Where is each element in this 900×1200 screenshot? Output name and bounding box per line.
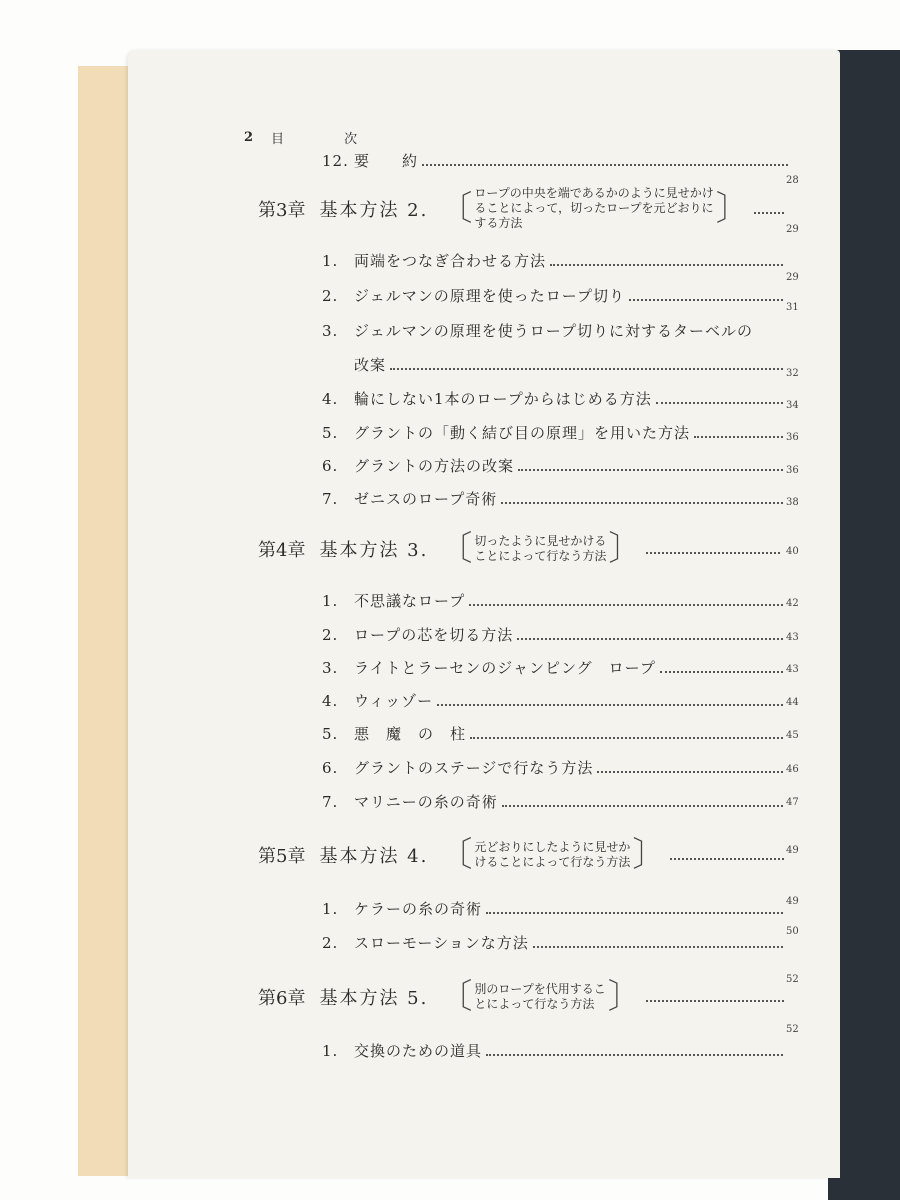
entry-title: 要 約 — [354, 152, 419, 170]
entry-number: 7. — [322, 792, 339, 811]
note-line: ることによって，切ったロープを元どおりに — [474, 201, 714, 215]
leader-dots — [694, 436, 783, 438]
entry-number: 3. — [322, 658, 339, 677]
toc-entry — [322, 285, 787, 306]
header-char-1: 目 — [271, 132, 285, 147]
leader-dots — [486, 912, 783, 914]
leader-dots — [486, 1054, 783, 1056]
entry-title: 両端をつなぎ合わせる方法 — [354, 252, 547, 270]
entry-title: ライトとラーセンのジャンピング ロープ — [354, 659, 656, 677]
entry-number: 2. — [322, 933, 339, 952]
toc-entry — [322, 791, 787, 812]
chapter-note: 〔 元どおりにしたように見せか けることによって行なう方法 〕 — [438, 835, 667, 875]
entry-number: 1. — [322, 251, 339, 270]
note-line: とによって行なう方法 — [474, 997, 595, 1011]
entry-page: 44 — [786, 697, 799, 708]
entry-title: 交換のための道具 — [354, 1042, 483, 1060]
entry-title: グラントのステージで行なう方法 — [354, 759, 594, 777]
entry-number: 5. — [322, 423, 339, 442]
entry-number: 1. — [322, 899, 339, 918]
leader-dots — [656, 402, 783, 404]
toc-entry — [322, 250, 787, 271]
note-line: 切ったように見せかける — [474, 534, 607, 548]
entry-number: 2. — [322, 286, 339, 305]
toc-entry — [322, 422, 787, 443]
note-line: けることによって行なう方法 — [474, 855, 631, 869]
leader-dots — [470, 737, 783, 739]
toc-entry — [322, 757, 787, 778]
chapter-page: 40 — [786, 546, 799, 557]
entry-page: 38 — [786, 497, 799, 508]
entry-number: 12. — [322, 151, 349, 170]
leader-dots — [660, 671, 783, 673]
leader-dots — [422, 164, 788, 166]
toc-entry — [322, 898, 787, 919]
leader-dots — [754, 212, 784, 214]
leader-dots — [597, 771, 783, 773]
chapter-label: 第5章 — [258, 846, 306, 867]
leader-dots — [517, 638, 783, 640]
note-line: 別のロープを代用するこ — [474, 982, 606, 996]
entry-page: 46 — [786, 764, 799, 775]
entry-page: 43 — [786, 632, 799, 643]
chapter-label: 第6章 — [258, 988, 306, 1009]
entry-number: 3. — [322, 321, 339, 340]
entry-number: 6. — [322, 456, 339, 475]
entry-title: 不思議なロープ — [354, 592, 466, 610]
leader-dots — [390, 368, 783, 370]
header-char-2: 次 — [344, 132, 358, 147]
entry-title: 悪 魔 の 柱 — [354, 725, 467, 743]
entry-number: 7. — [322, 489, 339, 508]
entry-title: 輪にしない1本のロープからはじめる方法 — [354, 390, 652, 408]
leader-dots — [629, 299, 783, 301]
entry-page: 28 — [786, 175, 799, 186]
toc-entry — [322, 624, 787, 645]
toc-entry — [322, 388, 787, 409]
entry-page: 43 — [786, 664, 799, 675]
note-line: 元どおりにしたように見せか — [474, 840, 631, 854]
leader-dots — [502, 805, 783, 807]
toc-entry — [322, 150, 792, 171]
entry-page: 29 — [786, 272, 799, 283]
running-header — [244, 128, 357, 147]
chapter-title: 基本方法 3. — [319, 540, 429, 561]
entry-title: ゼニスのロープ奇術 — [354, 490, 498, 508]
entry-title: ジェルマンの原理を使うロープ切りに対するターベルの — [354, 322, 753, 340]
entry-page: 34 — [786, 400, 799, 411]
entry-title: ジェルマンの原理を使ったロープ切り — [354, 287, 625, 305]
chapter-title: 基本方法 4. — [319, 846, 429, 867]
toc-entry — [322, 455, 787, 476]
leader-dots — [533, 946, 783, 948]
toc-entry — [322, 657, 787, 678]
leader-dots — [518, 469, 783, 471]
entry-title: グラントの方法の改案 — [354, 457, 515, 475]
toc-entry — [322, 690, 787, 711]
entry-number: 5. — [322, 724, 339, 743]
entry-page: 31 — [786, 302, 799, 313]
entry-page: 49 — [786, 896, 799, 907]
entry-page: 32 — [786, 368, 799, 379]
entry-title: ケラーの糸の奇術 — [354, 900, 483, 918]
chapter-label: 第3章 — [258, 199, 306, 221]
entry-number: 1. — [322, 591, 339, 610]
chapter-page: 29 — [786, 224, 799, 235]
leader-dots — [646, 1000, 784, 1002]
entry-number: 4. — [322, 691, 339, 710]
entry-title: ロープの芯を切る方法 — [354, 626, 514, 644]
note-line: する方法 — [474, 216, 523, 230]
entry-page: 45 — [786, 730, 799, 741]
entry-page: 36 — [786, 432, 799, 443]
chapter-heading — [258, 977, 788, 1017]
entry-page: 50 — [786, 926, 799, 937]
page-number: 2 — [244, 130, 254, 145]
entry-number: 2. — [322, 625, 339, 644]
toc-entry — [322, 723, 787, 744]
chapter-label: 第4章 — [258, 540, 306, 561]
toc-entry — [322, 590, 787, 611]
chapter-title: 基本方法 5. — [319, 988, 429, 1009]
leader-dots — [670, 858, 784, 860]
entry-page: 47 — [786, 797, 799, 808]
leader-dots — [646, 552, 780, 554]
entry-title: 改案 — [354, 356, 387, 374]
note-line: ことによって行なう方法 — [474, 549, 607, 563]
entry-number: 4. — [322, 389, 339, 408]
toc-entry — [322, 320, 787, 341]
leader-dots — [469, 604, 783, 606]
chapter-page: 49 — [786, 845, 799, 856]
leader-dots — [437, 704, 783, 706]
entry-title: グラントの「動く結び目の原理」を用いた方法 — [354, 424, 691, 442]
chapter-title: 基本方法 2. — [319, 199, 429, 221]
leader-dots — [550, 264, 783, 266]
toc-entry-continued — [354, 354, 787, 375]
chapter-note: 〔 切ったように見せかける ことによって行なう方法 〕 — [438, 529, 643, 569]
entry-number: 1. — [322, 1041, 339, 1060]
chapter-heading — [258, 529, 784, 569]
leader-dots — [501, 502, 783, 504]
entry-title: マリニーの糸の奇術 — [354, 793, 498, 811]
entry-title: ウィッゾー — [354, 692, 434, 710]
chapter-note: 〔 ロープの中央を端であるかのように見せかけ ることによって，切ったロープを元どおりに する方法 〕 — [438, 186, 750, 230]
chapter-page: 52 — [786, 974, 799, 985]
toc-entry — [322, 932, 787, 953]
entry-title: スローモーションな方法 — [354, 934, 529, 952]
toc-entry — [322, 1040, 787, 1061]
entry-page: 36 — [786, 465, 799, 476]
entry-page: 52 — [786, 1024, 799, 1035]
chapter-heading — [258, 835, 788, 875]
toc-entry — [322, 488, 787, 509]
note-line: ロープの中央を端であるかのように見せかけ — [474, 186, 714, 200]
chapter-note: 〔 別のロープを代用するこ とによって行なう方法 〕 — [438, 977, 642, 1017]
entry-number: 6. — [322, 758, 339, 777]
chapter-heading — [258, 186, 788, 231]
entry-page: 42 — [786, 598, 799, 609]
